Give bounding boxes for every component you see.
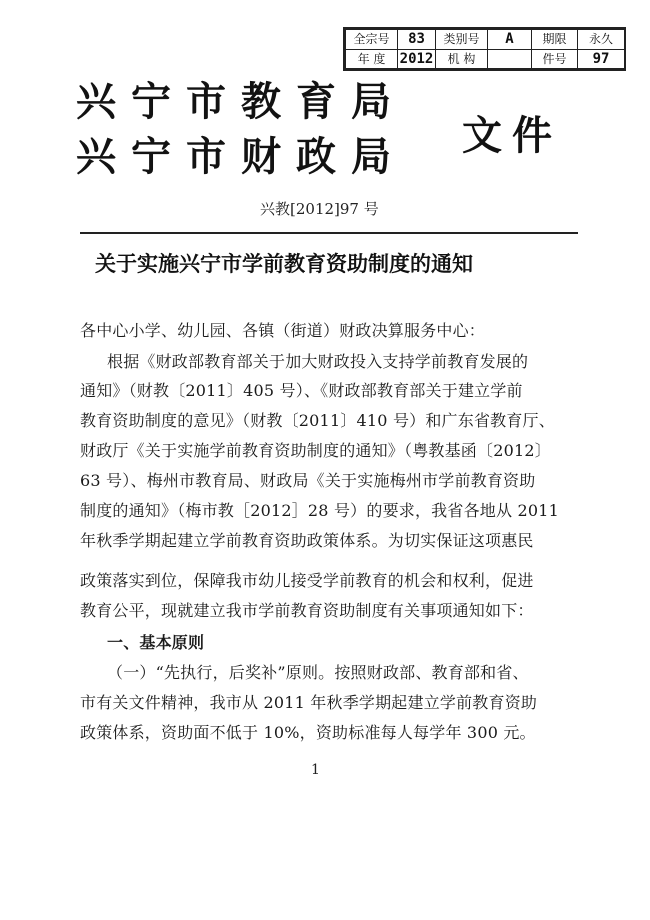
masthead-finance-bureau: 兴宁市财政局 (76, 134, 406, 180)
para1-line: 年秋季学期起建立学前教育资助政策体系。为切实保证这项惠民 (80, 531, 534, 550)
notice-title: 关于实施兴宁市学前教育资助制度的通知 (95, 252, 473, 276)
stamp-qixian-value: 永久 (578, 30, 625, 50)
para1-line: 制度的通知》（梅市教［2012］28 号）的要求，我省各地从 2011 (80, 501, 559, 520)
stamp-qixian-label: 期限 (532, 30, 578, 50)
stamp-leibie-value: A (488, 30, 532, 50)
para1-line: 根据《财政部教育部关于加大财政投入支持学前教育发展的 (107, 352, 529, 371)
archive-stamp (343, 27, 626, 71)
stamp-jianhao-label: 件号 (532, 49, 578, 69)
salutation: 各中心小学、幼儿园、各镇（街道）财政决算服务中心： (80, 321, 486, 340)
stamp-quanzong-value: 83 (398, 30, 436, 50)
para2-line: 市有关文件精神，我市从 2011 年秋季学期起建立学前教育资助 (80, 693, 538, 712)
page-number: 1 (311, 762, 320, 778)
stamp-leibie-label: 类别号 (436, 30, 488, 50)
para1-line: 政策落实到位，保障我市幼儿接受学前教育的机会和权利，促进 (80, 571, 534, 590)
stamp-quanzong-label: 全宗号 (346, 30, 398, 50)
para1-line: 教育资助制度的意见》（财教〔2011〕410 号）和广东省教育厅、 (80, 411, 555, 430)
para1-line: 通知》（财教〔2011〕405 号）、《财政部教育部关于建立学前 (80, 381, 523, 400)
masthead-education-bureau: 兴宁市教育局 (76, 79, 406, 125)
header-divider (80, 232, 578, 234)
section-heading-basic-principles: 一、基本原则 (107, 633, 205, 652)
stamp-jianhao-value: 97 (578, 49, 625, 69)
para2-line: 政策体系，资助面不低于 10%，资助标准每人每学年 300 元。 (80, 723, 536, 742)
stamp-jigou-label: 机 构 (436, 49, 488, 69)
para1-line: 财政厅《关于实施学前教育资助制度的通知》（粤教基函〔2012〕 (80, 441, 551, 460)
stamp-jigou-value (488, 49, 532, 69)
para1-line: 63 号）、梅州市教育局、财政局《关于实施梅州市学前教育资助 (80, 471, 536, 490)
document-number: 兴教[2012]97 号 (260, 200, 379, 218)
masthead-document-suffix: 文件 (462, 113, 562, 159)
stamp-niandu-value: 2012 (398, 49, 436, 69)
stamp-niandu-label: 年 度 (346, 49, 398, 69)
para1-line: 教育公平，现就建立我市学前教育资助制度有关事项通知如下： (80, 601, 534, 620)
para2-line: （一）“先执行，后奖补”原则。按照财政部、教育部和省、 (107, 663, 529, 682)
